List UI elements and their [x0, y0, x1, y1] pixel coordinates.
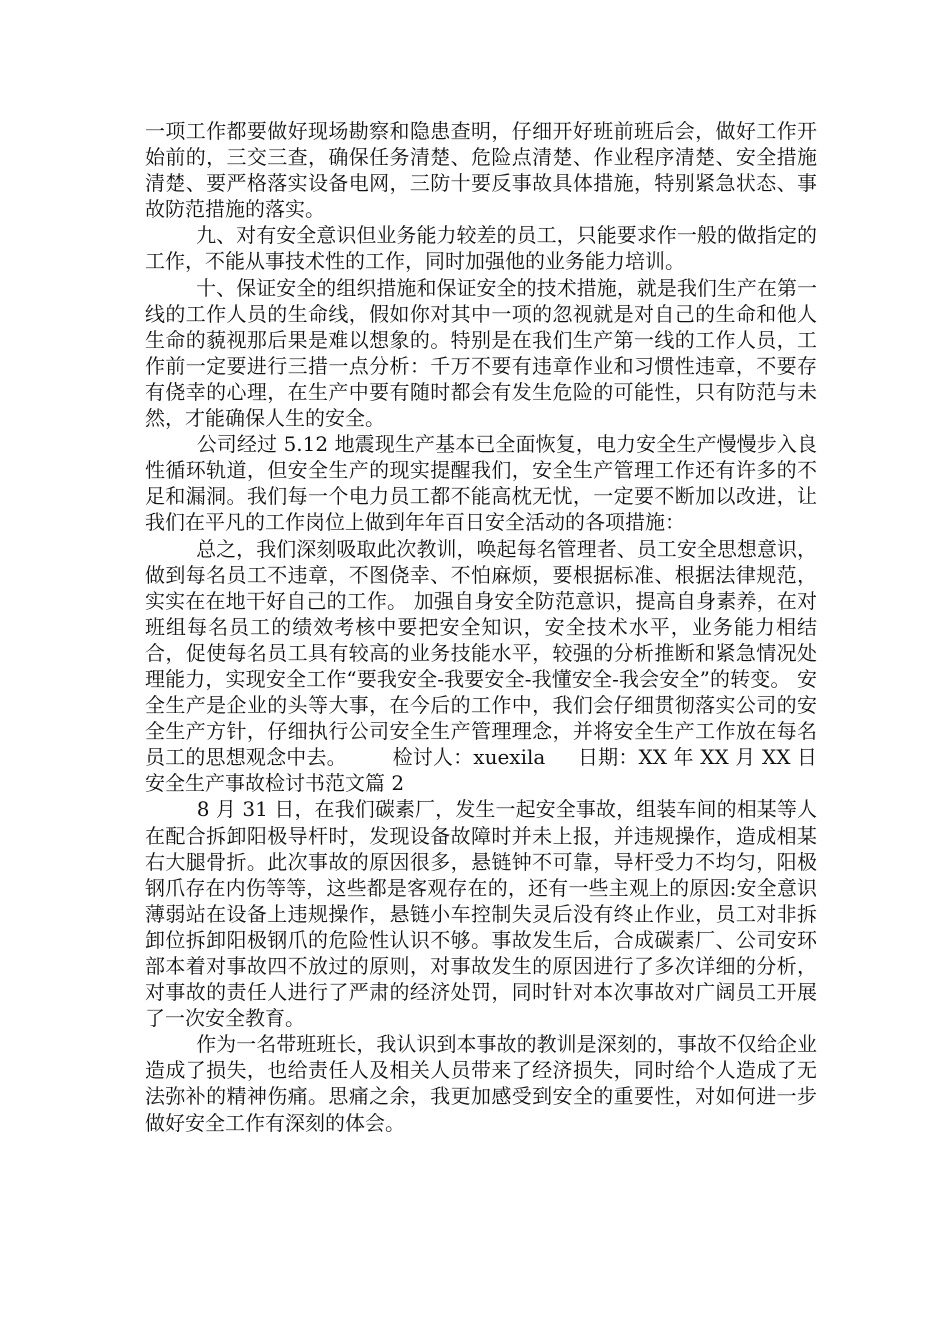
paragraph-6: 8 月 31 日，在我们碳素厂，发生一起安全事故，组装车间的相某等人在配合拆卸阳极导杆时，发现设备故障时并未上报，并违规操作，造成相某右大腿骨折。此次事故的原因很多，悬链钟不可靠，导杆受力不均匀，阳极钢爪存在内伤等等，这些都是客观存在的，还有一些主观上的原因:安全意识薄弱站在设备上违规操作，悬链小车控制失灵后没有终止作业，员工对非拆卸位拆卸阳极钢爪的危险性认识不够。事故发生后，合成碳素厂、公司安环部本着对事故四不放过的原则，对事故发生的原因进行了多次详细的分析，对事故的责任人进行了严肃的经济处罚，同时针对本次事故对广阔员工开展了一次安全教育。 [145, 797, 818, 1031]
document-body [145, 118, 862, 1136]
paragraph-5: 总之，我们深刻吸取此次教训，唤起每名管理者、员工安全思想意识，做到每名员工不违章，不图侥幸、不怕麻烦，要根据标准、根据法律规范，实实在在地干好自己的工作。 加强自身安全防范意识，提高自身素养，在对班组每名员工的绩效考核中要把安全知识，安全技术水平，业务能力相结合，促使每名员工具有较高的业务技能水平，较强的分析推断和紧急情况处理能力，实现安全工作“要我安全-我要安全-我懂安全-我会安全”的转变。 安全生产是企业的头等大事，在今后的工作中，我们会仔细贯彻落实公司的安全生产方针，仔细执行公司安全生产管理理念，并将安全生产工作放在每名员工的思想观念中去。 检讨人：xuexila 日期：XX 年 XX 月 XX 日 安全生产事故检讨书范文篇 2 [145, 536, 862, 796]
paragraph-7: 作为一名带班班长，我认识到本事故的教训是深刻的，事故不仅给企业造成了损失，也给责任人及相关人员带来了经济损失，同时给个人造成了无法弥补的精神伤痛。思痛之余，我更加感受到安全的重要性，对如何进一步做好安全工作有深刻的体会。 [145, 1032, 818, 1135]
paragraph-2: 九、对有安全意识但业务能力较差的员工，只能要求作一般的做指定的工作，不能从事技术性的工作，同时加强他的业务能力培训。 [145, 223, 818, 274]
paragraph-4: 公司经过 5.12 地震现生产基本已全面恢复，电力安全生产慢慢步入良性循环轨道，但安全生产的现实提醒我们，安全生产管理工作还有许多的不足和漏洞。我们每一个电力员工都不能高枕无忧，一定要不断加以改进，让我们在平凡的工作岗位上做到年年百日安全活动的各项措施： [145, 432, 817, 535]
paragraph-3: 十、保证安全的组织措施和保证安全的技术措施，就是我们生产在第一线的工作人员的生命线，假如你对其中一项的忽视就是对自己的生命和他人生命的藐视那后果是难以想象的。特别是在我们生产第一线的工作人员，工作前一定要进行三措一点分析：千万不要有违章作业和习惯性违章，不要存有侥幸的心理，在生产中要有随时都会有发生危险的可能性，只有防范与未然，才能确保人生的安全。 [145, 275, 818, 431]
paragraph-1: 一项工作都要做好现场勘察和隐患查明，仔细开好班前班后会，做好工作开始前的，三交三查，确保任务清楚、危险点清楚、作业程序清楚、安全措施清楚、要严格落实设备电网，三防十要反事故具体措施，特别紧急状态、事故防范措施的落实。 [145, 119, 817, 222]
